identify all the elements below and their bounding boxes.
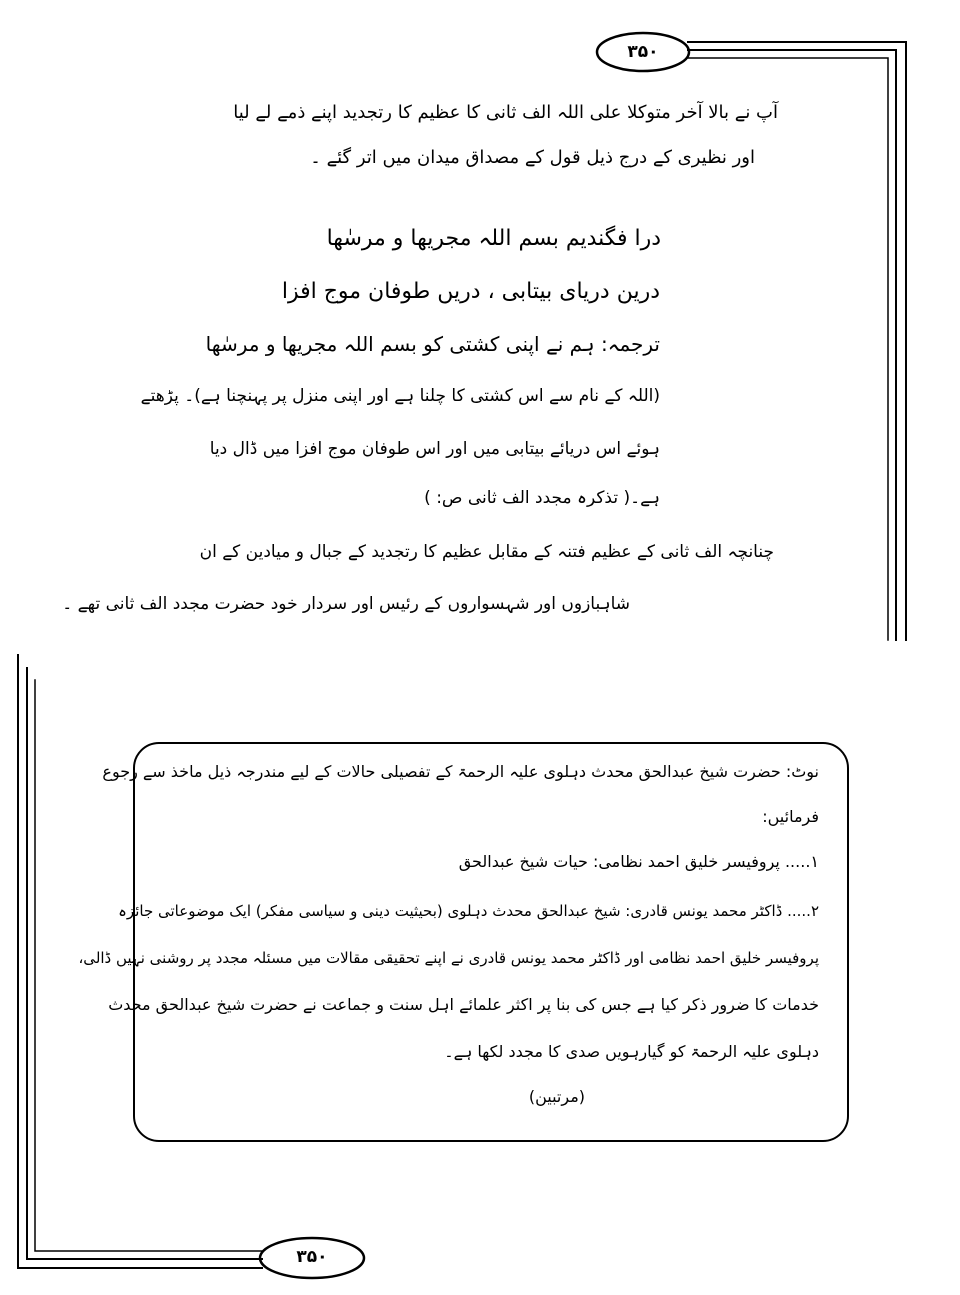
translation-line: ہوئے اس دریائے بیتابی میں اور اس طوفان موج افزا میں ڈال دیا bbox=[209, 439, 660, 459]
translation-line: (اللہ کے نام سے اس کشتی کا چلنا ہے اور اپنی منزل پر پہنچنا ہے)۔ پڑھتے bbox=[140, 386, 660, 406]
closing-line: چنانچہ الف ثانی کے عظیم فتنہ کے مقابل عظیم کا رتجدید کے جبال و میادین کے ان bbox=[199, 542, 774, 562]
poem-line: درا فگندیم بسم اللہ مجریھا و مرسٰھا bbox=[326, 226, 661, 251]
closing-line: شاہبازوں اور شہسواروں کے رئیس اور سردار خود حضرت مجدد الف ثانی تھے ۔ bbox=[62, 594, 630, 614]
note-line: ۲..... ڈاکٹر محمد یونس قادری: شیخ عبدالحق محدث دہلوی (بحیثیت دینی و سیاسی مفکر) ایک موضوعاتی جائزہ bbox=[118, 902, 819, 920]
page-number-bottom: ۳۵۰ bbox=[296, 1247, 328, 1267]
note-line: پروفیسر خلیق احمد نظامی اور ڈاکٹر محمد یونس قادری نے اپنے تحقیقی مقالات میں مسئلہ مجدد پر روشنی نہیں ڈالی، bbox=[78, 949, 819, 967]
poem-line: درین دریای بیتابی ، دریں طوفان موج افزا bbox=[281, 279, 660, 304]
page-number-top: ۳۵۰ bbox=[627, 42, 659, 62]
note-line: فرمائیں: bbox=[762, 807, 819, 826]
note-signature: (مرتبین) bbox=[528, 1087, 585, 1106]
translation-line: ترجمہ: ہم نے اپنی کشتی کو بسم اللہ مجریھا و مرسٰھا bbox=[205, 332, 660, 356]
note-line: خدمات کا ضرور ذکر کیا ہے جس کی بنا پر اکثر علمائے اہل سنت و جماعت نے حضرت شیخ عبدالحق محدث bbox=[108, 995, 819, 1014]
note-line: نوٹ: حضرت شیخ عبدالحق محدث دہلوی علیہ الرحمۃ کے تفصیلی حالات کے لیے مندرجہ ذیل ماخذ سے رجوع bbox=[102, 762, 819, 781]
main-line: اور نظیری کے درج ذیل قول کے مصداق میدان میں اتر گئے ۔ bbox=[310, 147, 755, 168]
note-line: ۱..... پروفیسر خلیق احمد نظامی: حیات شیخ عبدالحق bbox=[458, 852, 819, 871]
main-line: آپ نے بالا آخر متوکلا علی اللہ الف ثانی کا عظیم کا رتجدید اپنے ذمے لے لیا bbox=[233, 102, 778, 123]
translation-line: ہے۔( تذکرہ مجدد الف ثانی ص: ) bbox=[424, 488, 660, 508]
note-box bbox=[78, 742, 849, 1142]
note-line: دہلوی علیہ الرحمۃ کو گیارہویں صدی کا مجدد لکھا ہے۔ bbox=[444, 1042, 819, 1061]
